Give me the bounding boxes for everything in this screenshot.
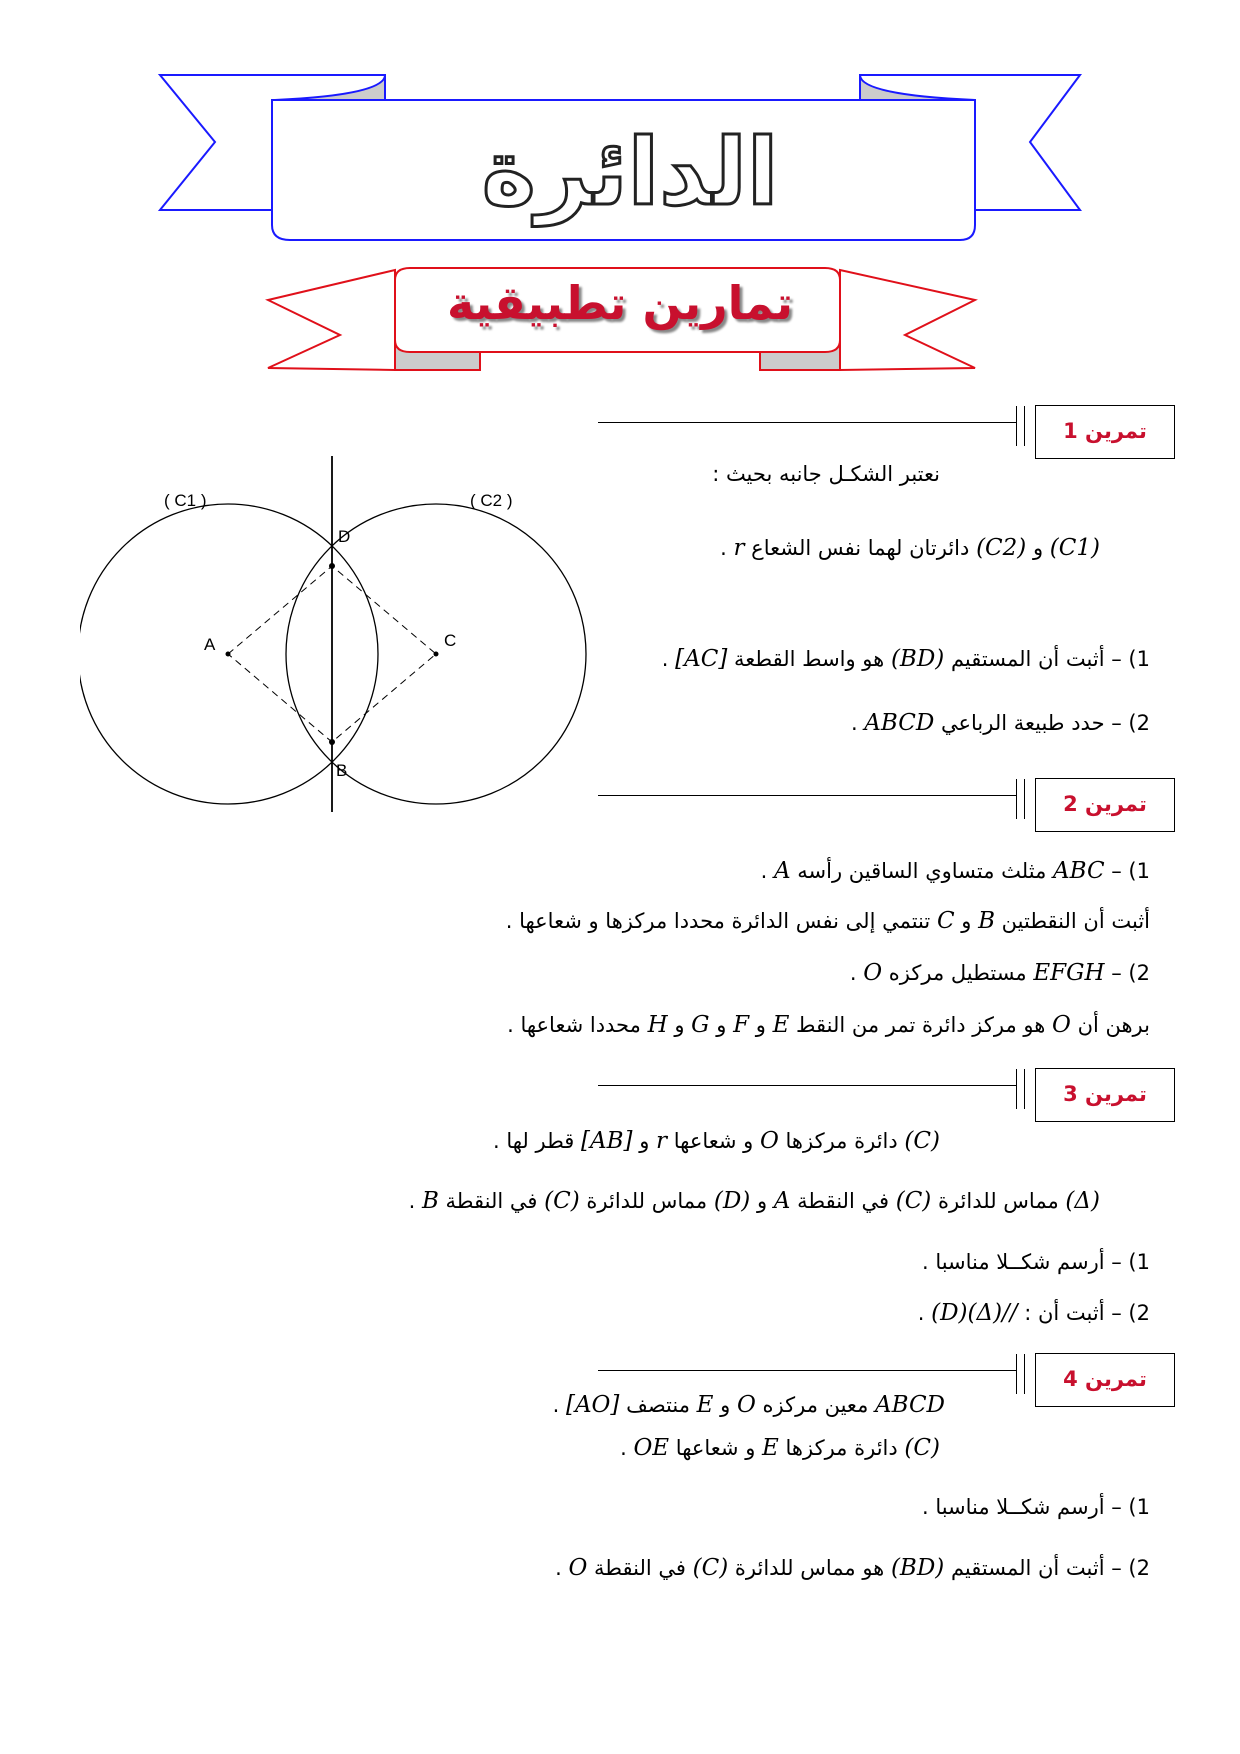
ex2-l2: أثبت أن النقطتين B و C تنتمي إلى نفس الدائرة محددا مركزها و شعاعها . bbox=[505, 908, 1150, 934]
ex3-rule bbox=[598, 1085, 1016, 1086]
point-a bbox=[226, 652, 231, 657]
label-c: C bbox=[444, 631, 457, 650]
ex2-l3: 2) – EFGH مستطيل مركزه O . bbox=[849, 960, 1150, 986]
ex2-vbar-2 bbox=[1024, 779, 1025, 819]
ex1-q1: 1) – أثبت أن المستقيم (BD) هو واسط القطعة [AC] . bbox=[661, 646, 1150, 672]
ex1-c2: (C2) bbox=[976, 535, 1027, 561]
ex4-label: تمرين 4 bbox=[1035, 1353, 1175, 1407]
ex4-vbar-2 bbox=[1024, 1354, 1025, 1394]
ex1-c1: (C1) bbox=[1049, 535, 1100, 561]
ex1-rule bbox=[598, 422, 1016, 423]
ex4-q1: 1) – أرسم شكــلا مناسبا . bbox=[921, 1495, 1150, 1519]
label-b: B bbox=[336, 761, 348, 780]
label-c2: ( C2 ) bbox=[470, 491, 513, 510]
ex2-rule bbox=[598, 795, 1016, 796]
ex3-l1: (C) دائرة مركزها O و شعاعها r و [AB] قطر لها . bbox=[492, 1128, 940, 1154]
ex2-label: تمرين 2 bbox=[1035, 778, 1175, 832]
ex4-vbar bbox=[1016, 1354, 1017, 1394]
ex4-l2: (C) دائرة مركزها E و شعاعها OE . bbox=[620, 1435, 940, 1461]
ex2-l4: برهن أن O هو مركز دائرة تمر من النقط E و F و G و H محددا شعاعها . bbox=[507, 1012, 1150, 1038]
ex1-q2: 2) – حدد طبيعة الرباعي ABCD . bbox=[850, 710, 1150, 736]
point-c bbox=[434, 652, 439, 657]
page-subtitle: تمارين تطبيقية bbox=[447, 276, 793, 330]
ex3-vbar bbox=[1016, 1069, 1017, 1109]
label-a: A bbox=[204, 635, 216, 654]
label-d: D bbox=[338, 527, 351, 546]
ex1-intro: نعتبر الشكـل جانبه بحيث : bbox=[712, 462, 940, 486]
point-b bbox=[329, 739, 335, 745]
ex3-l2: (Δ) مماس للدائرة (C) في النقطة A و (D) مماس للدائرة (C) في النقطة B . bbox=[408, 1188, 1100, 1214]
ex3-q1: 1) – أرسم شكــلا مناسبا . bbox=[921, 1250, 1150, 1274]
ex1-label: تمرين 1 bbox=[1035, 405, 1175, 459]
label-c1: ( C1 ) bbox=[164, 491, 207, 510]
ex2-l1: 1) – ABC مثلث متساوي الساقين رأسه A . bbox=[760, 858, 1150, 884]
ex1-circles-line: (C1) و (C2) دائرتان لهما نفس الشعاع r . bbox=[720, 535, 1100, 561]
ex4-l1: ABCD معين مركزه O و E منتصف [AO] . bbox=[552, 1392, 945, 1418]
ex1-vbar-2 bbox=[1024, 406, 1025, 446]
ex4-rule bbox=[598, 1370, 1016, 1371]
ex3-label: تمرين 3 bbox=[1035, 1068, 1175, 1122]
page-title: الدائرة bbox=[481, 119, 779, 226]
red-ribbon-left-tail bbox=[268, 270, 395, 370]
red-ribbon-right-tail bbox=[840, 270, 975, 370]
ex2-vbar bbox=[1016, 779, 1017, 819]
ex1-figure bbox=[80, 440, 600, 820]
ex4-q2: 2) – أثبت أن المستقيم (BD) هو مماس للدائرة (C) في النقطة O . bbox=[555, 1555, 1150, 1581]
ex3-q2: 2) – أثبت أن : (D)(Δ)// . bbox=[917, 1300, 1150, 1326]
ex3-vbar-2 bbox=[1024, 1069, 1025, 1109]
ex1-vbar bbox=[1016, 406, 1017, 446]
point-d bbox=[329, 563, 335, 569]
